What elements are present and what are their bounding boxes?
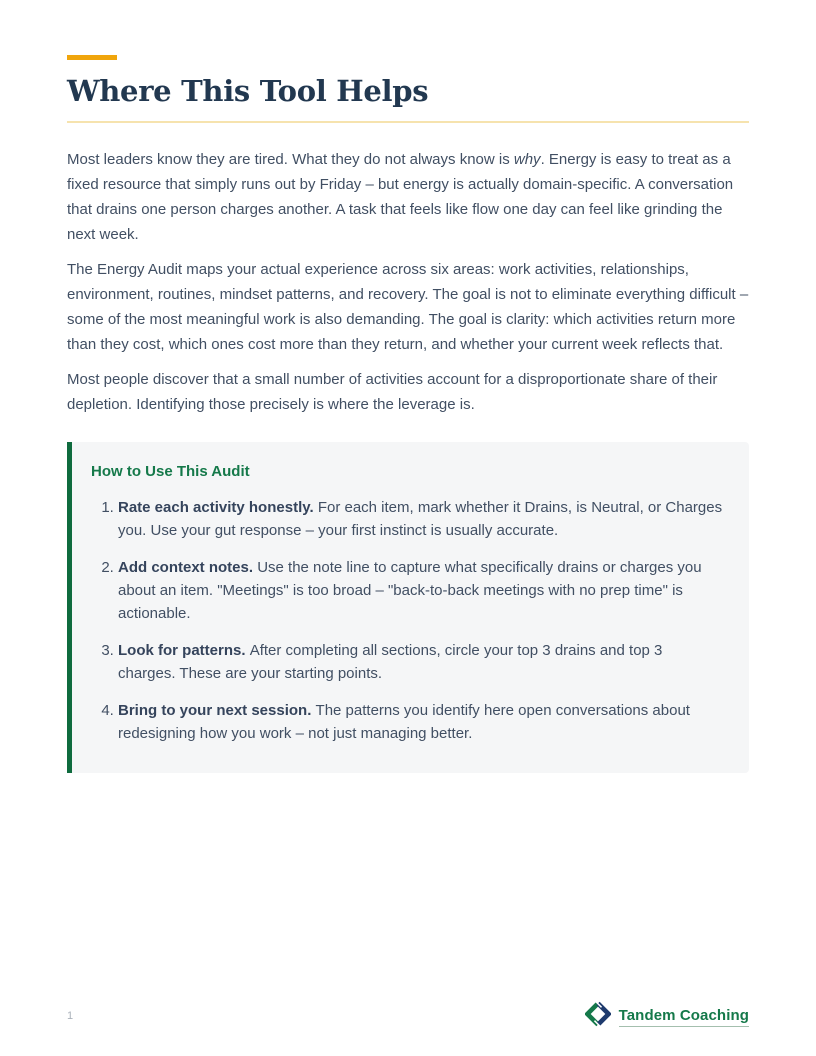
page-number: 1 [67,1010,74,1022]
accent-bar [67,55,117,60]
brand-link[interactable] [585,1001,749,1032]
body-paragraph: Most leaders know they are tired. What they do not always know is why. Energy is easy to treat as a fixed resource that simply runs out by Friday – but energy is actually domain-specific. A conversation that drains one person charges another. A task that feels like flow one day can feel like grinding the next week. [67,151,734,243]
callout-title: How to Use This Audit [91,463,250,480]
intro-paragraphs [67,147,749,417]
how-to-callout [67,442,749,773]
body-paragraph: Most people discover that a small number of activities account for a disproportionate share of their depletion. Identifying those precisely is where the leverage is. [67,371,718,413]
instruction-item: 2. Add context notes. Use the note line to capture what specifically drains or charges you about an item. "Meetings" is too broad – "back-to-back meetings with no prep time" is actionable. [118,556,723,625]
brand-name: Tandem Coaching [619,1006,749,1027]
page-title: Where This Tool Helps [67,74,429,108]
instruction-item: 1. Rate each activity honestly. For each item, mark whether it Drains, is Neutral, or Charges you. Use your gut response – your first instinct is usually accurate. [118,496,723,542]
page-footer [67,1000,749,1032]
body-paragraph: The Energy Audit maps your actual experience across six areas: work activities, relationships, environment, routines, mindset patterns, and recovery. The goal is not to eliminate everything difficult – some of the most meaningful work is also demanding. The goal is clarity: which activities return more than they cost, which ones cost more than they return, and whether your current week reflects that. [67,261,749,353]
instruction-item: 3. Look for patterns. After completing all sections, circle your top 3 drains and top 3 charges. These are your starting points. [118,639,723,685]
page-content [0,55,816,773]
instruction-list [91,496,723,745]
tandem-diamond-icon [585,1001,611,1032]
title-divider [67,121,749,123]
instruction-item: 4. Bring to your next session. The patterns you identify here open conversations about redesigning how you work – not just managing better. [118,699,723,745]
